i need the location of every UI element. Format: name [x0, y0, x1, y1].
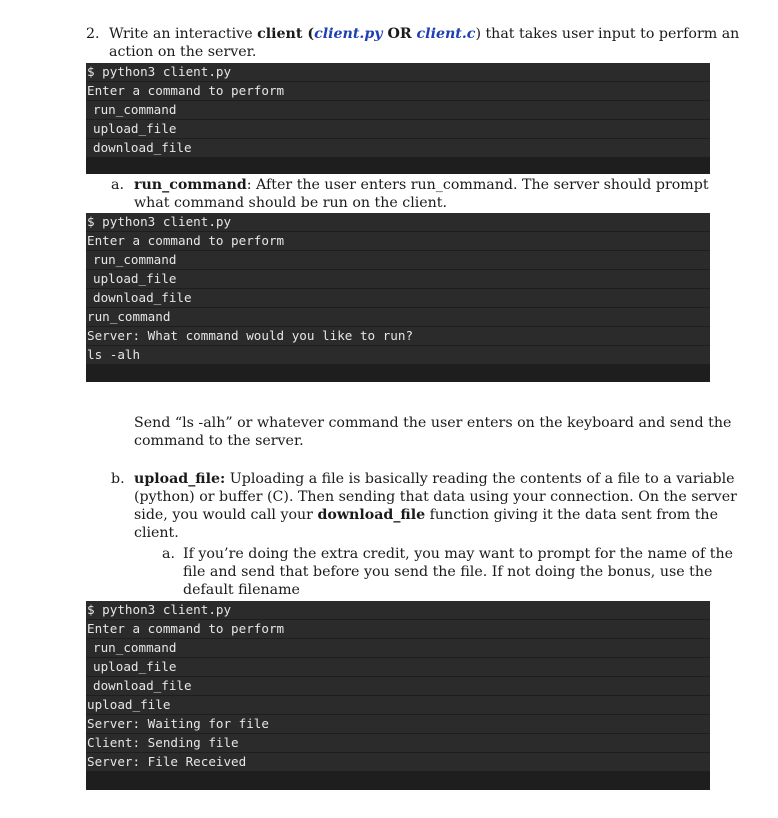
item-a-text-line2: what command should be run on the client.: [134, 195, 448, 211]
terminal-line: Enter a command to perform: [86, 620, 710, 638]
terminal-block-2: [86, 213, 710, 382]
terminal-line: run_command: [86, 308, 710, 326]
item-2-number: 2.: [86, 26, 100, 42]
item-b-text-line2: (python) or buffer (C). Then sending that data using your connection. On the server: [134, 489, 737, 505]
terminal-line: download_file: [86, 289, 710, 307]
terminal-line: ls -alh: [86, 346, 710, 364]
terminal-line: Server: Waiting for file: [86, 715, 710, 733]
item-b-a-text: If you’re doing the extra credit, you may want to prompt for the name of the: [183, 546, 734, 562]
item-a-letter: a.: [111, 177, 124, 193]
terminal-line: $ python3 client.py: [86, 213, 710, 231]
item-b-text-line4: client.: [134, 525, 179, 541]
item-2-text: Write an interactive client (client.py OR client.c) that takes user input to perform an: [109, 26, 740, 42]
terminal-block-3: [86, 601, 710, 790]
client-py-filename: client.py: [314, 26, 383, 42]
terminal-line: upload_file: [86, 270, 710, 288]
item-b-text: upload_file: Uploading a file is basically reading the contents of a file to a variable: [134, 471, 735, 487]
item-b-a-text-line2: file and send that before you send the file. If not doing the bonus, use the: [183, 564, 713, 580]
terminal-line: run_command: [86, 101, 710, 119]
item-b-text-line3: side, you would call your download_file function giving it the data sent from the: [134, 507, 718, 523]
terminal-line: run_command: [86, 639, 710, 657]
terminal-line: Server: What command would you like to run?: [86, 327, 710, 345]
item-b-letter: b.: [111, 471, 125, 487]
terminal-line: $ python3 client.py: [86, 63, 710, 81]
item-a-text: run_command: After the user enters run_command. The server should prompt: [134, 177, 709, 193]
item-b-a-text-line3: default filename: [183, 582, 300, 598]
terminal-line: run_command: [86, 251, 710, 269]
item-b-a-letter: a.: [162, 546, 175, 562]
terminal-line: download_file: [86, 677, 710, 695]
terminal-line: upload_file: [86, 696, 710, 714]
terminal-line: Server: File Received: [86, 753, 710, 771]
client-c-filename: client.c: [416, 26, 476, 42]
terminal-line: Enter a command to perform: [86, 232, 710, 250]
send-text: Send “ls -alh” or whatever command the user enters on the keyboard and send the: [134, 415, 732, 431]
terminal-line: download_file: [86, 139, 710, 157]
terminal-line: Enter a command to perform: [86, 82, 710, 100]
terminal-line: upload_file: [86, 658, 710, 676]
terminal-block-1: [86, 63, 710, 174]
terminal-line: Client: Sending file: [86, 734, 710, 752]
send-text-line2: command to the server.: [134, 433, 304, 449]
terminal-line: upload_file: [86, 120, 710, 138]
terminal-line: $ python3 client.py: [86, 601, 710, 619]
item-2-text-line2: action on the server.: [109, 44, 257, 60]
